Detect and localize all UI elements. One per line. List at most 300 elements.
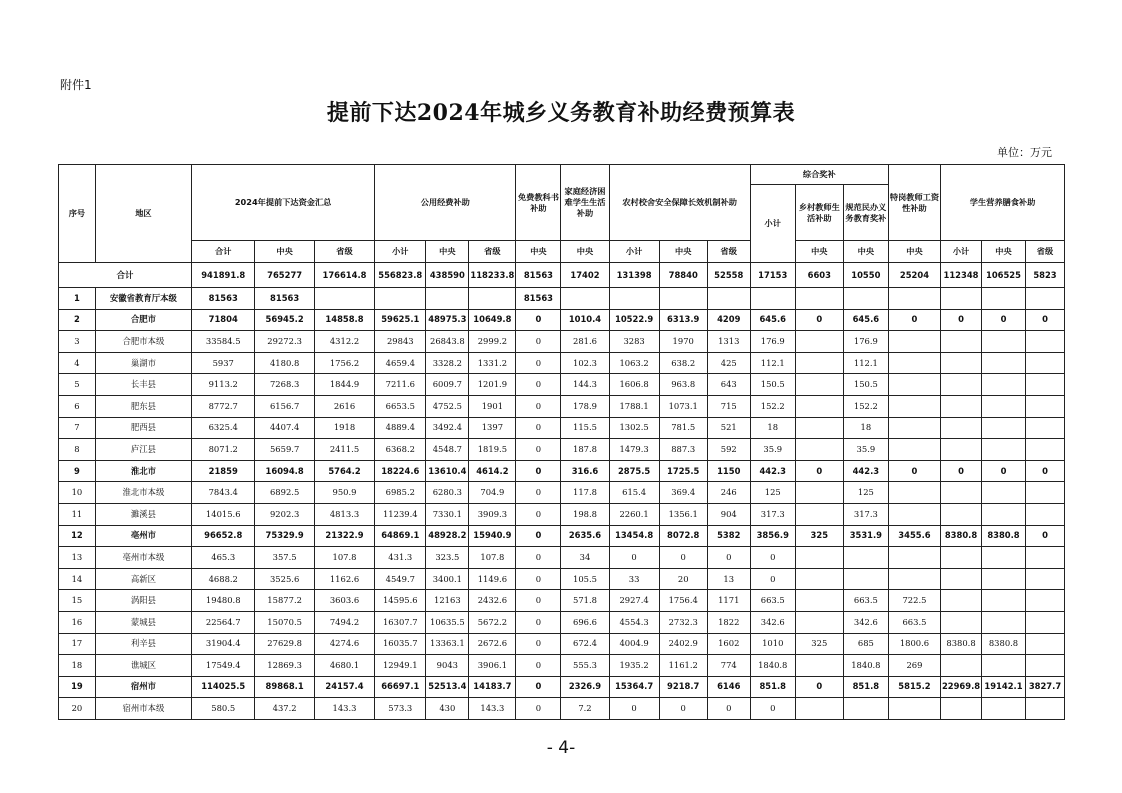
table-cell: 125 (750, 482, 795, 504)
table-cell: 1397 (469, 417, 516, 439)
table-cell (981, 352, 1025, 374)
table-cell (1025, 395, 1064, 417)
table-cell: 0 (516, 655, 561, 677)
table-cell (941, 439, 982, 461)
table-cell: 5815.2 (888, 676, 940, 698)
row-region: 肥东县 (95, 395, 191, 417)
table-cell (1025, 417, 1064, 439)
table-cell: 15070.5 (255, 611, 314, 633)
header-region: 地区 (95, 165, 191, 263)
table-cell: 2616 (314, 395, 374, 417)
table-cell: 1819.5 (469, 439, 516, 461)
table-cell: 2326.9 (561, 676, 609, 698)
table-cell: 26843.8 (426, 331, 469, 353)
table-cell: 715 (707, 395, 750, 417)
table-cell: 27629.8 (255, 633, 314, 655)
table-cell (981, 288, 1025, 310)
table-cell: 431.3 (375, 547, 426, 569)
table-cell: 5659.7 (255, 439, 314, 461)
table-cell: 3909.3 (469, 503, 516, 525)
table-cell: 1331.2 (469, 352, 516, 374)
table-cell: 4614.2 (469, 460, 516, 482)
table-cell (795, 331, 843, 353)
total-label: 合计 (59, 263, 192, 288)
table-cell: 96652.8 (192, 525, 255, 547)
table-cell: 2999.2 (469, 331, 516, 353)
table-cell: 1822 (707, 611, 750, 633)
table-cell: 78840 (659, 263, 707, 288)
table-row (59, 547, 1065, 569)
table-cell: 615.4 (609, 482, 659, 504)
table-cell: 21859 (192, 460, 255, 482)
table-cell: 0 (516, 331, 561, 353)
table-cell: 0 (750, 568, 795, 590)
table-cell: 52558 (707, 263, 750, 288)
table-cell: 4752.5 (426, 395, 469, 417)
table-cell (1025, 503, 1064, 525)
table-cell: 0 (516, 547, 561, 569)
table-cell: 17549.4 (192, 655, 255, 677)
table-cell: 645.6 (843, 309, 888, 331)
table-cell (941, 374, 982, 396)
table-cell: 7211.6 (375, 374, 426, 396)
table-cell: 0 (1025, 525, 1064, 547)
table-cell: 25204 (888, 263, 940, 288)
table-cell: 176614.8 (314, 263, 374, 288)
table-cell (1025, 590, 1064, 612)
table-cell: 176.9 (750, 331, 795, 353)
table-cell (1025, 568, 1064, 590)
table-row (59, 288, 1065, 310)
row-number: 7 (59, 417, 96, 439)
table-cell: 14595.6 (375, 590, 426, 612)
header-textbook: 免费教科书补助 (516, 165, 561, 241)
table-cell (795, 547, 843, 569)
table-cell: 8380.8 (981, 525, 1025, 547)
table-row (59, 655, 1065, 677)
table-cell: 1149.6 (469, 568, 516, 590)
row-number: 16 (59, 611, 96, 633)
table-cell: 0 (516, 482, 561, 504)
table-cell: 3328.2 (426, 352, 469, 374)
table-cell: 13 (707, 568, 750, 590)
table-cell: 2432.6 (469, 590, 516, 612)
table-cell (609, 288, 659, 310)
table-cell: 81563 (255, 288, 314, 310)
row-number: 1 (59, 288, 96, 310)
table-cell: 555.3 (561, 655, 609, 677)
unit-label: 单位：万元 (997, 146, 1052, 159)
table-cell: 198.8 (561, 503, 609, 525)
table-cell: 152.2 (843, 395, 888, 417)
table-cell: 52513.4 (426, 676, 469, 698)
table-cell (888, 698, 940, 720)
table-cell: 5823 (1025, 263, 1064, 288)
table-cell: 107.8 (314, 547, 374, 569)
table-cell: 325 (795, 525, 843, 547)
subheader-cell: 中央 (888, 241, 940, 263)
table-row (59, 611, 1065, 633)
table-cell: 105.5 (561, 568, 609, 590)
table-cell (843, 547, 888, 569)
table-cell: 722.5 (888, 590, 940, 612)
table-cell: 781.5 (659, 417, 707, 439)
table-cell: 3827.7 (1025, 676, 1064, 698)
table-cell: 0 (516, 309, 561, 331)
header-rural-teacher: 乡村教师生活补助 (795, 185, 843, 241)
table-cell: 3455.6 (888, 525, 940, 547)
table-cell (795, 590, 843, 612)
table-cell: 281.6 (561, 331, 609, 353)
table-cell: 24157.4 (314, 676, 374, 698)
table-cell: 437.2 (255, 698, 314, 720)
table-cell: 5764.2 (314, 460, 374, 482)
table-cell: 0 (941, 309, 982, 331)
table-cell: 112.1 (843, 352, 888, 374)
table-cell: 0 (795, 309, 843, 331)
table-cell: 117.8 (561, 482, 609, 504)
table-cell: 1602 (707, 633, 750, 655)
table-cell: 1725.5 (659, 460, 707, 482)
table-cell: 6156.7 (255, 395, 314, 417)
table-cell: 6603 (795, 263, 843, 288)
table-cell: 7268.3 (255, 374, 314, 396)
table-cell: 643 (707, 374, 750, 396)
table-cell: 1171 (707, 590, 750, 612)
row-region: 利辛县 (95, 633, 191, 655)
table-cell: 2402.9 (659, 633, 707, 655)
table-cell: 4688.2 (192, 568, 255, 590)
row-region: 宿州市 (95, 676, 191, 698)
table-cell: 1313 (707, 331, 750, 353)
table-cell (469, 288, 516, 310)
table-cell: 112.1 (750, 352, 795, 374)
table-cell (941, 331, 982, 353)
table-cell: 0 (516, 698, 561, 720)
table-cell: 1302.5 (609, 417, 659, 439)
table-cell: 12163 (426, 590, 469, 612)
header-summary: 2024年提前下达资金汇总 (192, 165, 375, 241)
table-cell: 131398 (609, 263, 659, 288)
row-number: 9 (59, 460, 96, 482)
table-cell: 2875.5 (609, 460, 659, 482)
table-cell: 3603.6 (314, 590, 374, 612)
table-cell: 3531.9 (843, 525, 888, 547)
table-cell: 2635.6 (561, 525, 609, 547)
table-cell (795, 655, 843, 677)
table-cell: 4180.8 (255, 352, 314, 374)
table-cell: 645.6 (750, 309, 795, 331)
row-region: 宿州市本级 (95, 698, 191, 720)
table-cell: 425 (707, 352, 750, 374)
table-cell: 178.9 (561, 395, 609, 417)
table-cell: 4407.4 (255, 417, 314, 439)
header-school-safety: 农村校舍安全保障长效机制补助 (609, 165, 750, 241)
table-cell (941, 352, 982, 374)
table-cell: 12869.3 (255, 655, 314, 677)
table-cell (1025, 633, 1064, 655)
table-cell (888, 288, 940, 310)
table-cell: 430 (426, 698, 469, 720)
table-cell: 4549.7 (375, 568, 426, 590)
table-cell: 0 (888, 309, 940, 331)
budget-table (58, 164, 1065, 720)
subheader-cell: 省级 (469, 241, 516, 263)
table-cell: 0 (981, 460, 1025, 482)
table-row (59, 482, 1065, 504)
table-cell (981, 547, 1025, 569)
table-cell (1025, 655, 1064, 677)
table-cell (426, 288, 469, 310)
table-cell (1025, 374, 1064, 396)
table-cell: 1788.1 (609, 395, 659, 417)
table-cell: 152.2 (750, 395, 795, 417)
table-cell: 342.6 (750, 611, 795, 633)
table-cell: 15877.2 (255, 590, 314, 612)
table-cell: 4209 (707, 309, 750, 331)
table-cell (981, 331, 1025, 353)
table-cell: 81563 (516, 263, 561, 288)
table-cell: 19480.8 (192, 590, 255, 612)
table-cell: 102.3 (561, 352, 609, 374)
table-cell: 521 (707, 417, 750, 439)
table-cell (941, 590, 982, 612)
table-cell: 48928.2 (426, 525, 469, 547)
table-cell: 1756.2 (314, 352, 374, 374)
table-cell: 317.3 (750, 503, 795, 525)
header-seq: 序号 (59, 165, 96, 263)
table-cell (888, 331, 940, 353)
table-cell (795, 611, 843, 633)
table-cell: 115.5 (561, 417, 609, 439)
table-cell: 0 (609, 547, 659, 569)
table-cell: 187.8 (561, 439, 609, 461)
table-cell (941, 611, 982, 633)
table-cell (888, 503, 940, 525)
row-number: 4 (59, 352, 96, 374)
table-cell: 1063.2 (609, 352, 659, 374)
table-cell: 81563 (192, 288, 255, 310)
table-cell: 5672.2 (469, 611, 516, 633)
table-cell: 0 (981, 309, 1025, 331)
table-cell: 11239.4 (375, 503, 426, 525)
table-cell (981, 590, 1025, 612)
table-cell: 672.4 (561, 633, 609, 655)
row-region: 谯城区 (95, 655, 191, 677)
table-row (59, 590, 1065, 612)
table-cell: 4554.3 (609, 611, 659, 633)
table-cell (1025, 352, 1064, 374)
table-cell: 8072.8 (659, 525, 707, 547)
table-cell: 3906.1 (469, 655, 516, 677)
table-cell: 887.3 (659, 439, 707, 461)
table-row (59, 633, 1065, 655)
table-cell: 17402 (561, 263, 609, 288)
table-row (59, 331, 1065, 353)
header-student-living: 家庭经济困难学生生活补助 (561, 165, 609, 241)
table-cell: 75329.9 (255, 525, 314, 547)
subheader-cell: 中央 (561, 241, 609, 263)
table-cell: 19142.1 (981, 676, 1025, 698)
row-number: 17 (59, 633, 96, 655)
table-cell: 1970 (659, 331, 707, 353)
table-cell: 9043 (426, 655, 469, 677)
table-cell (314, 288, 374, 310)
table-cell: 34 (561, 547, 609, 569)
table-cell: 0 (659, 698, 707, 720)
table-cell: 10550 (843, 263, 888, 288)
table-cell: 0 (516, 633, 561, 655)
table-cell: 1010.4 (561, 309, 609, 331)
header-comprehensive: 综合奖补 (750, 165, 888, 185)
header-special-teacher: 特岗教师工资性补助 (888, 165, 940, 241)
row-number: 15 (59, 590, 96, 612)
table-row (59, 525, 1065, 547)
table-cell: 33 (609, 568, 659, 590)
table-cell (843, 568, 888, 590)
table-cell: 317.3 (843, 503, 888, 525)
table-cell (941, 503, 982, 525)
table-cell: 685 (843, 633, 888, 655)
table-cell: 29843 (375, 331, 426, 353)
table-row (59, 395, 1065, 417)
table-cell: 9113.2 (192, 374, 255, 396)
table-cell: 1073.1 (659, 395, 707, 417)
table-cell: 323.5 (426, 547, 469, 569)
table-cell (795, 395, 843, 417)
table-cell (795, 568, 843, 590)
row-region: 淮北市 (95, 460, 191, 482)
table-cell: 4004.9 (609, 633, 659, 655)
subheader-cell: 中央 (981, 241, 1025, 263)
row-number: 11 (59, 503, 96, 525)
table-cell: 29272.3 (255, 331, 314, 353)
table-cell: 269 (888, 655, 940, 677)
table-cell: 5382 (707, 525, 750, 547)
table-cell: 638.2 (659, 352, 707, 374)
table-cell (795, 352, 843, 374)
table-cell: 118233.8 (469, 263, 516, 288)
table-cell: 1935.2 (609, 655, 659, 677)
table-cell (795, 288, 843, 310)
table-cell: 851.8 (750, 676, 795, 698)
table-cell: 0 (795, 676, 843, 698)
subheader-cell: 小计 (375, 241, 426, 263)
table-cell: 143.3 (314, 698, 374, 720)
row-number: 6 (59, 395, 96, 417)
table-cell: 442.3 (750, 460, 795, 482)
table-cell: 1606.8 (609, 374, 659, 396)
table-cell: 143.3 (469, 698, 516, 720)
row-number: 8 (59, 439, 96, 461)
row-number: 14 (59, 568, 96, 590)
table-cell: 0 (750, 547, 795, 569)
table-cell: 18224.6 (375, 460, 426, 482)
table-cell: 2672.6 (469, 633, 516, 655)
table-cell (707, 288, 750, 310)
table-cell: 0 (516, 525, 561, 547)
table-cell (1025, 698, 1064, 720)
table-cell (981, 482, 1025, 504)
table-cell: 2927.4 (609, 590, 659, 612)
table-cell (981, 374, 1025, 396)
header-public-fund: 公用经费补助 (375, 165, 516, 241)
table-cell (795, 417, 843, 439)
table-cell: 150.5 (843, 374, 888, 396)
table-cell: 0 (1025, 309, 1064, 331)
table-cell: 0 (516, 611, 561, 633)
table-cell: 5937 (192, 352, 255, 374)
subheader-cell: 省级 (1025, 241, 1064, 263)
table-cell: 765277 (255, 263, 314, 288)
table-cell: 16307.7 (375, 611, 426, 633)
row-number: 3 (59, 331, 96, 353)
table-cell: 774 (707, 655, 750, 677)
table-cell: 59625.1 (375, 309, 426, 331)
table-cell: 4813.3 (314, 503, 374, 525)
table-cell: 357.5 (255, 547, 314, 569)
table-cell: 0 (516, 417, 561, 439)
table-cell: 1840.8 (843, 655, 888, 677)
table-row (59, 374, 1065, 396)
table-cell: 369.4 (659, 482, 707, 504)
table-cell (981, 503, 1025, 525)
table-cell: 4312.2 (314, 331, 374, 353)
table-cell (1025, 439, 1064, 461)
table-cell: 7843.4 (192, 482, 255, 504)
table-cell: 22969.8 (941, 676, 982, 698)
table-cell (941, 568, 982, 590)
table-cell: 1201.9 (469, 374, 516, 396)
subheader-cell: 中央 (659, 241, 707, 263)
table-cell (1025, 331, 1064, 353)
table-cell: 13363.1 (426, 633, 469, 655)
table-cell: 33584.5 (192, 331, 255, 353)
subheader-cell: 中央 (255, 241, 314, 263)
table-cell (888, 547, 940, 569)
table-cell: 4889.4 (375, 417, 426, 439)
table-cell: 18 (750, 417, 795, 439)
table-cell: 904 (707, 503, 750, 525)
table-cell: 81563 (516, 288, 561, 310)
row-region: 亳州市本级 (95, 547, 191, 569)
table-cell: 0 (516, 395, 561, 417)
table-cell: 10635.5 (426, 611, 469, 633)
header-comprehensive-subtotal: 小计 (750, 185, 795, 263)
table-cell: 4548.7 (426, 439, 469, 461)
table-cell: 15940.9 (469, 525, 516, 547)
table-cell: 3856.9 (750, 525, 795, 547)
table-cell (941, 288, 982, 310)
table-cell: 442.3 (843, 460, 888, 482)
table-cell: 13454.8 (609, 525, 659, 547)
table-cell: 56945.2 (255, 309, 314, 331)
table-cell: 0 (516, 439, 561, 461)
table-cell: 35.9 (750, 439, 795, 461)
row-region: 淮北市本级 (95, 482, 191, 504)
table-cell: 22564.7 (192, 611, 255, 633)
table-row (59, 698, 1065, 720)
attachment-label: 附件1 (60, 78, 92, 92)
table-cell: 6892.5 (255, 482, 314, 504)
table-cell: 1918 (314, 417, 374, 439)
table-cell (795, 503, 843, 525)
subheader-cell: 合计 (192, 241, 255, 263)
table-cell (888, 568, 940, 590)
table-cell: 0 (516, 676, 561, 698)
subheader-cell: 中央 (426, 241, 469, 263)
table-cell: 48975.3 (426, 309, 469, 331)
